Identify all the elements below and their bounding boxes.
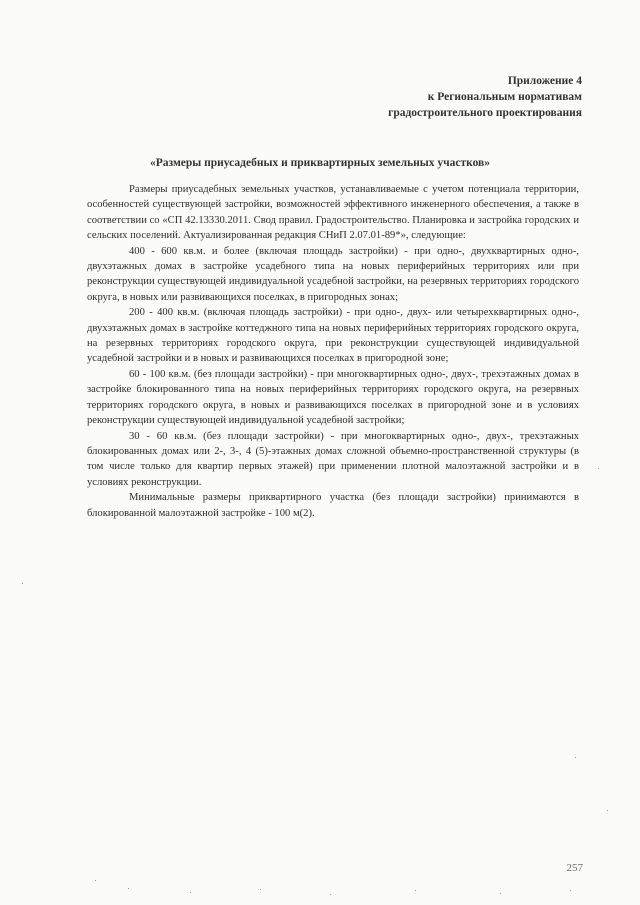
paragraph-minimum: Минимальные размеры приквартирного участка (без площади застройки) принимаются в блокированной малоэтажной застройке - 100 м(2). [87, 492, 579, 519]
scan-speck [128, 888, 129, 889]
paragraph-30-60: 30 - 60 кв.м. (без площади застройки) - при многоквартирных одно-, двух-, трехэтажных блокированных домах или 2-, 3-, 4 (5)-этажных домах сложной объемно-пространственной структуры (в том числе только для квартир первых этажей) при применении плотной малоэтажной застройки и в условиях реконструкции. [87, 430, 579, 488]
appendix-number: Приложение 4 [507, 75, 582, 87]
scan-speck [415, 890, 416, 891]
scan-speck [95, 880, 96, 881]
scan-speck [260, 889, 261, 890]
scan-speck [607, 810, 608, 811]
scan-speck [22, 583, 23, 584]
page-number: 257 [566, 862, 583, 874]
scan-speck [598, 468, 599, 469]
document-title: «Размеры приусадебных и приквартирных земельных участков» [149, 157, 491, 169]
paragraph-200-400: 200 - 400 кв.м. (включая площадь застройки) - при одно-, двух- или четырехквартирных одно-, двухэтажных домах в застройке коттеджного типа на новых периферийных территориях городского округа, на резервных территориях городского округа, при реконструкции существующей индивидуальной усадебной застройки и в новых и развивающихся поселках в пригородной зоне; [87, 307, 579, 365]
scan-speck [330, 894, 331, 895]
scan-speck [190, 892, 191, 893]
scan-speck [500, 893, 501, 894]
paragraph-intro: Размеры приусадебных земельных участков, устанавливаемые с учетом потенциала территории, особенностей существующей застройки, возможностей эффективного инженерного обеспечения, а также в соответствии со «СП 42.13330.2011. Свод правил. Градостроительство. Планировка и застройка городских и сельских поселений. Актуализированная редакция СНиП 2.07.01-89*», следующие: [87, 184, 579, 242]
appendix-reference: к Региональным нормативам [427, 91, 582, 103]
scan-speck [575, 757, 576, 758]
paragraph-60-100: 60 - 100 кв.м. (без площади застройки) - при многоквартирных одно-, двух-, трехэтажных домах в застройке блокированного типа на новых периферийных территориях городского округа, на резервных территориях городского округа, в новых и развивающихся поселках в пригородной зоне и в условиях реконструкции существующей индивидуальной усадебной застройки; [87, 368, 579, 427]
document-body [87, 182, 579, 521]
appendix-header [388, 73, 582, 121]
paragraph-400-600: 400 - 600 кв.м. и более (включая площадь застройки) - при одно-, двухквартирных одно-, двухэтажных домах в застройке усадебного типа на новых периферийных территориях или при реконструкции существующей индивидуальной усадебной застройки, на резервных территориях городского округа, в новых или развивающихся поселках, в пригородных зонах; [87, 245, 579, 303]
appendix-reference-continued: градостроительного проектирования [388, 107, 582, 119]
scan-speck [570, 890, 571, 891]
